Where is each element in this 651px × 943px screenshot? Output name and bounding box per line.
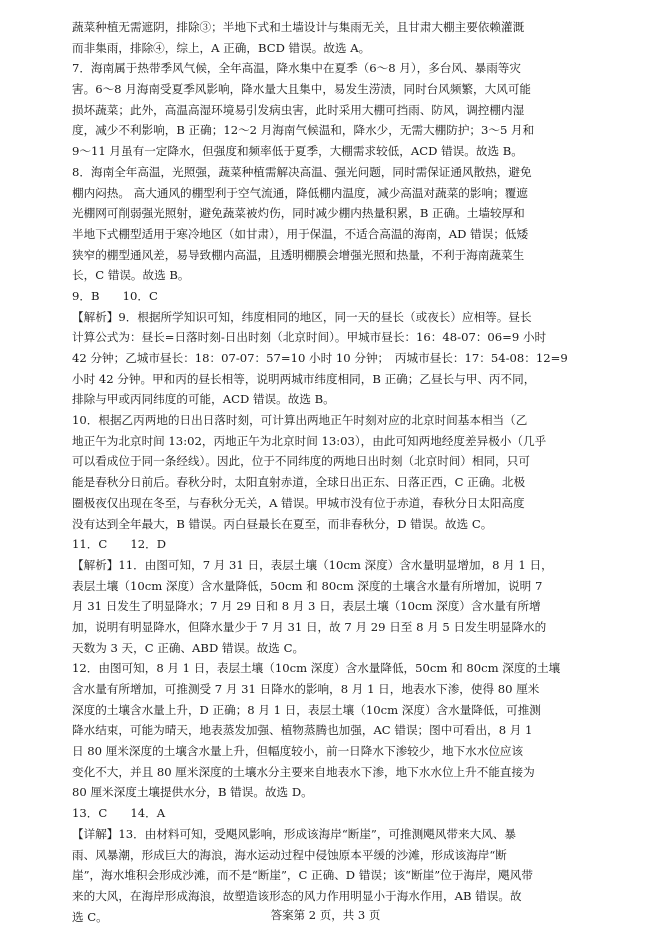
- text-line: 80 厘米深度土壤提供水分，B 错误。故选 D。: [72, 785, 313, 800]
- text-line: 选 C。: [72, 909, 108, 924]
- text-line: 降水结束，可能为晴天，地表蒸发加强、植物蒸腾也加强，AC 错误；图中可看出，8 月 1: [72, 723, 533, 738]
- text-line: 损坏蔬菜；此外，高温高湿环境易引发病虫害，此时采用大棚可挡雨、防风，调控棚内湿: [72, 102, 525, 117]
- text-line: 9～11 月虽有一定降水，但强度和频率低于夏季，大棚需求较低，ACD 错误。故选 B。: [72, 144, 523, 159]
- text-line: 小时 42 分钟。甲和丙的昼长相等，说明两城市纬度相同，B 正确；乙昼长与甲、丙不同，: [72, 371, 536, 386]
- text-line: 圈极夜仅出现在冬至，与春秋分无关，A 错误。甲城市没有位于赤道，春秋分日太阳高度: [72, 495, 525, 510]
- text-line: 13．C 14．A: [72, 806, 166, 821]
- text-line: 月 31 日发生了明显降水；7 月 29 日和 8 月 3 日，表层土壤（10cm 深度）含水量有所增: [72, 599, 541, 614]
- text-line: 【详解】13．由材料可知，受飓风影响，形成该海岸“断崖”，可推测飓风带来大风、暴: [72, 826, 516, 841]
- text-line: 光棚网可削弱强光照射，避免蔬菜被灼伤，同时减少棚内热量积累，B 正确。土墙较厚和: [72, 206, 525, 221]
- text-line: 【解析】9．根据所学知识可知，纬度相同的地区，同一天的昼长（或夜长）应相等。昼长: [72, 309, 532, 324]
- text-line: 12．由图可知，8 月 1 日，表层土壤（10cm 深度）含水量降低，50cm 和 80cm 深度的土壤: [72, 661, 561, 676]
- text-line: 含水量有所增加，可推测受 7 月 31 日降水的影响，8 月 1 日，地表水下渗，使得 80 厘米: [72, 682, 540, 696]
- text-line: 计算公式为：昼长=日落时刻-日出时刻（北京时间）。甲城市昼长：16：48-07：06=9 小时: [72, 330, 547, 345]
- text-line: 【解析】11．由图可知，7 月 31 日，表层土壤（10cm 深度）含水量明显增加，8 月 1 日，: [72, 557, 553, 572]
- text-line: 半地下式棚型适用于寒冷地区（如甘肃），用于保温，不适合高温的海南，AD 错误；低矮: [72, 226, 529, 241]
- text-line: 加，说明有明显降水，但降水量少于 7 月 31 日，故 7 月 29 日至 8 月 5 日发生明显降水的: [72, 619, 547, 634]
- text-line: 8．海南全年高温，光照强，蔬菜种植需解决高温、强光问题，同时需保证通风散热，避免: [72, 164, 532, 179]
- text-line: 而非集雨，排除④，综上，A 正确，BCD 错误。故选 A。: [72, 40, 371, 55]
- text-line: 10．根据乙丙两地的日出日落时刻，可计算出两地正午时刻对应的北京时间基本相当（乙: [72, 413, 528, 428]
- text-line: 长，C 错误。故选 B。: [72, 268, 190, 283]
- text-line: 42 分钟；乙城市昼长：18：07-07：57=10 小时 10 分钟； 丙城市昼长：17：54-08：12=9: [72, 351, 568, 365]
- text-line: 变化不大，并且 80 厘米深度的土壤水分主要来自地表水下渗，地下水水位上升不能直接为: [72, 764, 535, 779]
- text-line: 9．B 10．C: [72, 288, 158, 303]
- text-line: 深度的土壤含水量上升，D 正确；8 月 1 日，表层土壤（10cm 深度）含水量降低，可推测: [72, 702, 541, 717]
- text-line: 可以看成位于同一条经线）。因此，位于不同纬度的两地日出时刻（北京时间）相同，只可: [72, 454, 530, 469]
- text-line: 地正午为北京时间 13:02，丙地正午为北京时间 13:03），由此可知两地经度差异极小（几乎: [72, 433, 547, 448]
- text-line: 来的大风，在海岸形成海浪，故塑造该形态的风力作用明显小于海水作用，AB 错误。故: [72, 888, 522, 903]
- text-line: 日 80 厘米深度的土壤含水量上升，但幅度较小，前一日降水下渗较少，地下水水位应该: [72, 744, 524, 759]
- text-line: 蔬菜种植无需遮阴，排除③；半地下式和土墙设计与集雨无关，且甘肃大棚主要依赖灌溉: [72, 20, 525, 34]
- text-line: 表层土壤（10cm 深度）含水量降低，50cm 和 80cm 深度的土壤含水量有所增加，说明 7: [72, 578, 543, 593]
- text-line: 害。6～8 月海南受夏季风影响，降水量大且集中，易发生涝渍，同时台风频繁，大风可能: [72, 82, 532, 97]
- text-line: 崖”，海水堆积会形成沙滩，而不是“断崖”，C 正确、D 错误；该“断崖”位于海岸，飓风带: [72, 868, 533, 883]
- page-footer: 答案第 2 页，共 3 页: [270, 908, 381, 922]
- text-line: 排除与甲或丙同纬度的可能，ACD 错误。故选 B。: [72, 392, 335, 407]
- answer-text-body: [72, 17, 590, 927]
- text-line: 度，减少不利影响，B 正确；12～2 月海南气候温和，降水少，无需大棚防护；3～5 月和: [72, 123, 535, 138]
- text-line: 天数为 3 天，C 正确、ABD 错误。故选 C。: [72, 640, 305, 655]
- text-line: 11．C 12．D: [72, 537, 167, 552]
- text-line: 能是春秋分日前后。春秋分时，太阳直射赤道，全球日出正东、日落正西，C 正确。北极: [72, 475, 526, 490]
- text-line: 没有达到全年最大，B 错误。丙白昼最长在夏至，而非春秋分，D 错误。故选 C。: [72, 516, 493, 531]
- text-line: 狭窄的棚型通风差，易导致棚内高温，且透明棚膜会增强光照和热量，不利于海南蔬菜生: [72, 247, 525, 262]
- text-line: 雨、风暴潮，形成巨大的海浪，海水运动过程中侵蚀原本平缓的沙滩，形成该海岸“断: [72, 847, 507, 862]
- text-line: 7．海南属于热带季风气候，全年高温，降水集中在夏季（6～8 月），多台风、暴雨等灾: [72, 61, 521, 76]
- text-line: 棚内闷热。 高大通风的棚型利于空气流通，降低棚内温度，减少高温对蔬菜的影响；覆遮: [72, 185, 528, 200]
